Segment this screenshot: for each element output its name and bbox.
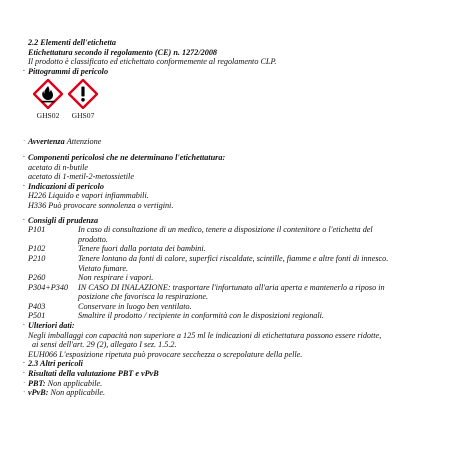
extra-line: Negli imballaggi con capacità non superiore a 125 ml le indicazioni di etichettatura possono essere ridotte, (28, 330, 382, 340)
precaution-p403 (28, 302, 468, 312)
precautions-heading: · Consigli di prudenza (23, 215, 99, 225)
precaution-code: P304+P340 (28, 282, 69, 292)
pictogram-row (28, 79, 468, 129)
components-heading: · Componenti pericolosi che ne determinano l'etichettatura: (23, 152, 226, 162)
component-item: acetato di n-butile (28, 162, 89, 172)
precaution-p304-p340 (28, 283, 468, 302)
vpvb-line: · vPvB: Non applicabile. (23, 388, 106, 398)
precaution-p501 (28, 311, 468, 321)
precaution-text: prodotto. (78, 234, 108, 244)
precaution-code: P210 (28, 253, 46, 263)
flame-icon (33, 79, 63, 109)
pbt-line: · PBT: Non applicabile. (23, 378, 103, 388)
component-item: acetato di 1-metil-2-metossietile (28, 172, 134, 182)
precaution-text: IN CASO DI INALAZIONE: trasportare l'infortunato all'aria aperta e mantenerlo a riposo in (78, 282, 385, 292)
precaution-text: In caso di consultazione di un medico, tenere a disposizione il contenitore o l'etichetta del (78, 225, 373, 235)
precaution-p101 (28, 225, 468, 244)
section-2-3-subtitle: · Risultati della valutazione PBT e vPvB (23, 369, 159, 379)
classification-note: Il prodotto è classificato ed etichettato conformemente al regolamento CLP. (28, 57, 277, 67)
hazard-item: H336 Può provocare sonnolenza o vertigini. (28, 200, 174, 210)
warning-line: · Avvertenza Attenzione (23, 137, 102, 147)
precaution-p210 (28, 254, 468, 273)
precaution-code: P102 (28, 244, 46, 254)
precaution-code: P501 (28, 311, 46, 321)
precaution-p260 (28, 273, 468, 283)
extra-line: ai sensi dell'art. 29 (2), allegato I sez. 1.5.2. (32, 340, 177, 350)
section-2-2-subtitle: Etichettatura secondo il regolamento (CE) n. 1272/2008 (28, 47, 218, 57)
hazard-item: H226 Liquido e vapori infiammabili. (28, 191, 149, 201)
precaution-text: Tenere fuori dalla portata dei bambini. (78, 244, 206, 254)
precaution-text: Non respirare i vapori. (78, 273, 154, 283)
hazard-heading: · Indicazioni di pericolo (23, 181, 104, 191)
precaution-code: P260 (28, 273, 46, 283)
sds-page (23, 38, 468, 398)
precaution-text: Smaltire il prodotto / recipiente in conformità con le disposizioni regionali. (78, 311, 324, 321)
section-2-2-title: 2.2 Elementi dell'etichetta (28, 38, 117, 47)
extra-line: EUH066 L'esposizione ripetuta può provocare secchezza o screpolature della pelle. (28, 349, 303, 359)
precaution-text: posizione che favorisca la respirazione. (78, 292, 209, 302)
pictograms-heading: · Pittogrammi di pericolo (23, 66, 109, 76)
pictogram-ghs07 (68, 79, 98, 129)
exclamation-icon (68, 79, 98, 109)
precaution-text: Conservare in luogo ben ventilato. (78, 301, 192, 311)
extra-heading: · Ulteriori dati: (23, 321, 75, 331)
precaution-text: Vietato fumare. (78, 263, 129, 273)
precaution-p102 (28, 244, 468, 254)
pictogram-ghs07-label: GHS07 (71, 111, 95, 121)
precaution-text: Tenere lontano da fonti di calore, superfici riscaldate, scintille, fiamme e altre fonti di innesco. (78, 253, 389, 263)
precaution-code: P101 (28, 225, 46, 235)
pictogram-ghs02 (33, 79, 63, 129)
pictogram-ghs02-label: GHS02 (36, 111, 60, 121)
section-2-3-title: · 2.3 Altri pericoli (23, 359, 83, 369)
precaution-code: P403 (28, 301, 46, 311)
